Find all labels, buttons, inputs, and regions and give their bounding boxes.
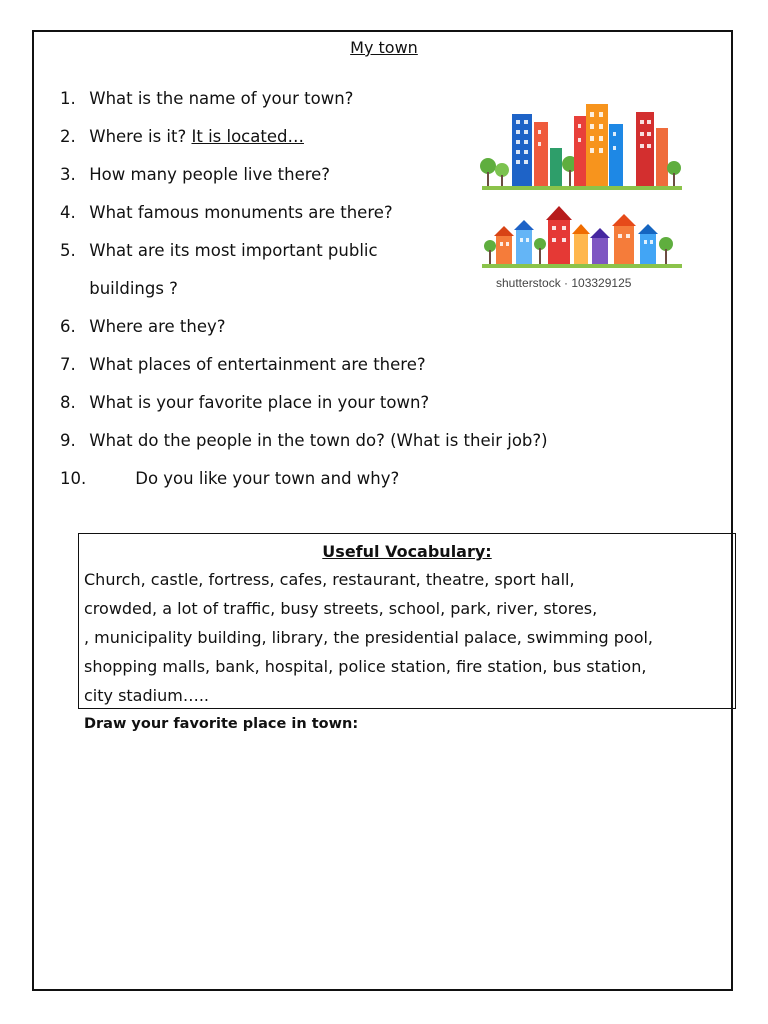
question-9 — [60, 431, 548, 450]
drawing-area[interactable] — [40, 740, 726, 984]
question-number: 6. — [60, 317, 76, 336]
vocabulary-title: Useful Vocabulary: — [322, 542, 492, 561]
question-text: What do the people in the town do? (What is their job?) — [89, 431, 548, 450]
vocabulary-line: shopping malls, bank, hospital, police station, fire station, bus station, — [84, 657, 647, 676]
draw-prompt: Draw your favorite place in town: — [84, 716, 359, 732]
question-5 — [60, 241, 378, 260]
vocabulary-box — [78, 533, 736, 709]
question-number: 8. — [60, 393, 76, 412]
question-10 — [60, 469, 399, 488]
question-number: 7. — [60, 355, 76, 374]
question-8 — [60, 393, 429, 412]
vocabulary-line: crowded, a lot of traffic, busy streets, school, park, river, stores, — [84, 599, 598, 618]
vocabulary-text — [84, 565, 727, 710]
question-number: 1. — [60, 89, 76, 108]
question-text: What places of entertainment are there? — [89, 355, 426, 374]
question-7 — [60, 355, 426, 374]
question-6 — [60, 317, 226, 336]
question-2 — [60, 127, 304, 146]
question-text: Where are they? — [89, 317, 226, 336]
worksheet-title: My town — [350, 38, 418, 57]
question-number: 9. — [60, 431, 76, 450]
skyscrapers-illustration — [480, 104, 682, 190]
question-3 — [60, 165, 330, 184]
question-number: 10. — [60, 469, 87, 488]
question-number: 3. — [60, 165, 76, 184]
vocabulary-line: , municipality building, library, the presidential palace, swimming pool, — [84, 628, 654, 647]
question-text: How many people live there? — [89, 165, 331, 184]
question-text: What is your favorite place in your town? — [89, 393, 430, 412]
question-number: 4. — [60, 203, 76, 222]
watermark-caption: shutterstock · 103329125 — [496, 276, 632, 290]
question-4 — [60, 203, 393, 222]
question-text: Do you like your town and why? — [135, 469, 400, 488]
question-text: What are its most important public — [89, 241, 378, 260]
houses-illustration — [482, 206, 682, 268]
question-text: Where is it? — [89, 127, 192, 146]
vocabulary-line: city stadium….. — [84, 686, 209, 705]
vocabulary-line: Church, castle, fortress, cafes, restaurant, theatre, sport hall, — [84, 570, 575, 589]
answer-starter: It is located… — [191, 127, 304, 146]
question-text: buildings ? — [89, 279, 178, 298]
question-number: 2. — [60, 127, 76, 146]
question-text: What is the name of your town? — [89, 89, 354, 108]
question-1 — [60, 89, 353, 108]
question-number: 5. — [60, 241, 76, 260]
city-illustration — [478, 98, 684, 298]
question-5-continued — [60, 279, 178, 298]
question-text: What famous monuments are there? — [89, 203, 393, 222]
